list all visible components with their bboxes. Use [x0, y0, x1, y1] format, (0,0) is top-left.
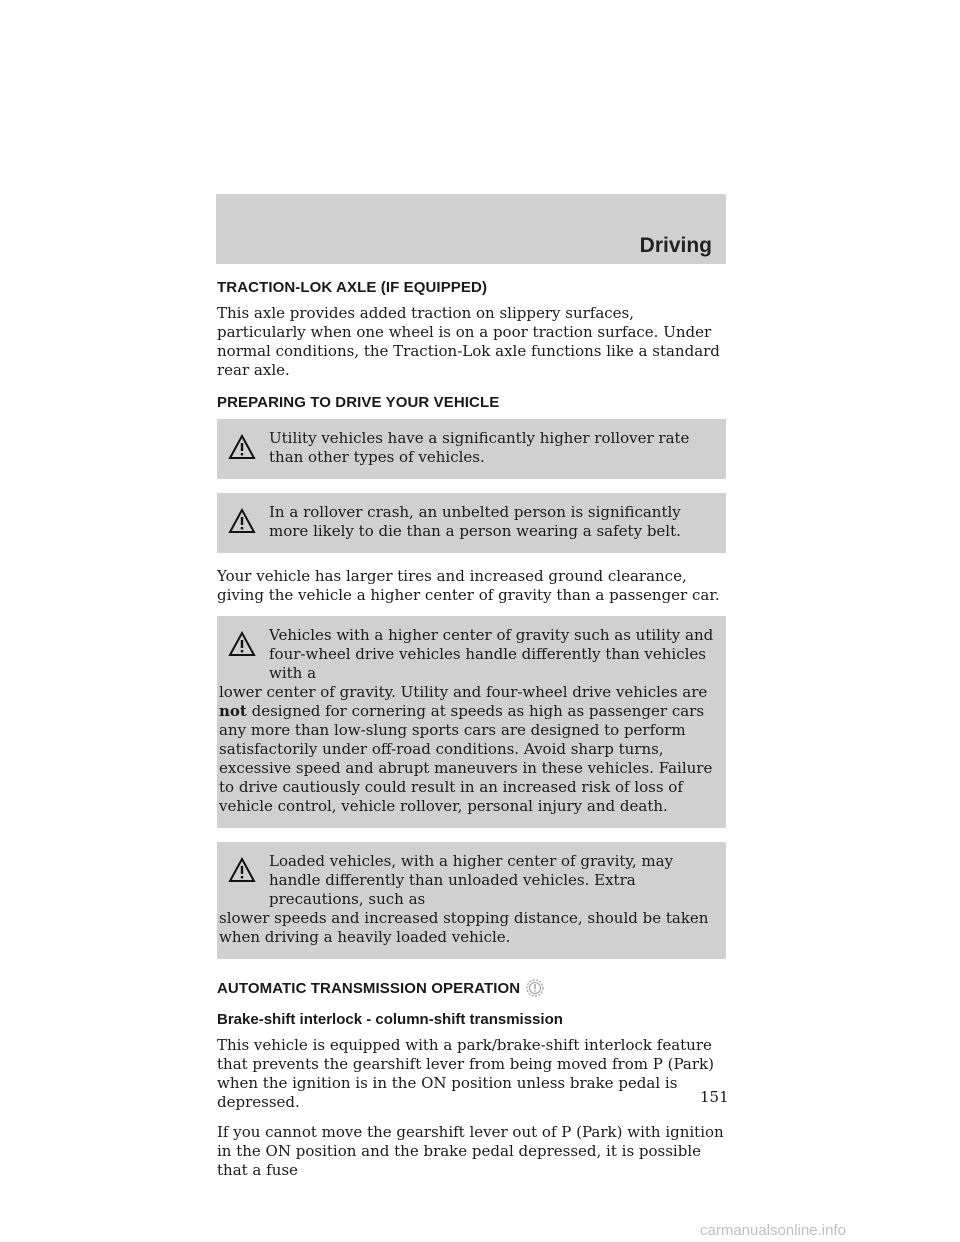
- warning-triangle-icon: [228, 434, 256, 460]
- transmission-heading-text: AUTOMATIC TRANSMISSION OPERATION: [217, 979, 521, 997]
- warning-text-rest: slower speeds and increased stopping distance, should be taken when driving a heavily loaded vehicle.: [219, 909, 709, 946]
- page-content: [217, 279, 726, 1191]
- warning-box-handling: [217, 616, 726, 828]
- traction-body: This axle provides added traction on slippery surfaces, particularly when one wheel is on a poor traction surface. Under normal conditions, the Traction-Lok axle functions like a standard rear axle.: [217, 304, 720, 379]
- preparing-heading: PREPARING TO DRIVE YOUR VEHICLE: [217, 394, 500, 411]
- gear-icon: [524, 977, 546, 999]
- warning-triangle-icon: [228, 631, 256, 657]
- warning-triangle-icon: [228, 508, 256, 534]
- warning-emphasis: not: [219, 702, 247, 720]
- warning-box-unbelted: [217, 493, 726, 553]
- warning-box-rollover-rate: [217, 419, 726, 479]
- watermark: carmanualsonline.info: [700, 1222, 846, 1239]
- page-number: 151: [700, 1088, 729, 1106]
- warning-text: In a rollover crash, an unbelted person is significantly more likely to die than a person wearing a safety belt.: [269, 503, 681, 540]
- traction-heading: TRACTION-LOK AXLE (IF EQUIPPED): [217, 279, 488, 296]
- warning-text: Utility vehicles have a significantly higher rollover rate than other types of vehicles.: [269, 429, 690, 466]
- warning-text-rest: [217, 683, 716, 816]
- warning-text-part: designed for cornering at speeds as high as passenger cars any more than low-slung sports cars are designed to perform satisfactorily under off-road conditions. Avoid sharp turns, excessive speed and abrupt maneuvers in these vehicles. Failure to drive cautiously could result in an increased risk of loss of vehicle control, vehicle rollover, personal injury and death.: [219, 702, 713, 815]
- transmission-heading: [217, 977, 726, 999]
- warning-text-indent: Loaded vehicles, with a higher center of gravity, may handle differently than unloaded vehicles. Extra precautions, such as: [269, 852, 674, 908]
- section-title: Driving: [639, 234, 712, 257]
- interlock-subheading: Brake-shift interlock - column-shift transmission: [217, 1011, 563, 1028]
- warning-text-part: lower center of gravity. Utility and four-wheel drive vehicles are: [219, 683, 708, 701]
- interlock-body-2: If you cannot move the gearshift lever out of P (Park) with ignition in the ON position and the brake pedal depressed, it is possible that a fuse: [217, 1123, 724, 1179]
- warning-box-loaded: [217, 842, 726, 959]
- warning-text-indent: Vehicles with a higher center of gravity such as utility and four-wheel drive vehicles handle differently than vehicles with a: [269, 626, 714, 682]
- center-of-gravity-body: Your vehicle has larger tires and increased ground clearance, giving the vehicle a higher center of gravity than a passenger car.: [217, 567, 720, 604]
- section-header-bar: [216, 194, 726, 264]
- warning-triangle-icon: [228, 857, 256, 883]
- interlock-body-1: This vehicle is equipped with a park/brake-shift interlock feature that prevents the gearshift lever from being moved from P (Park) when the ignition is in the ON position unless brake pedal is depressed.: [217, 1036, 714, 1111]
